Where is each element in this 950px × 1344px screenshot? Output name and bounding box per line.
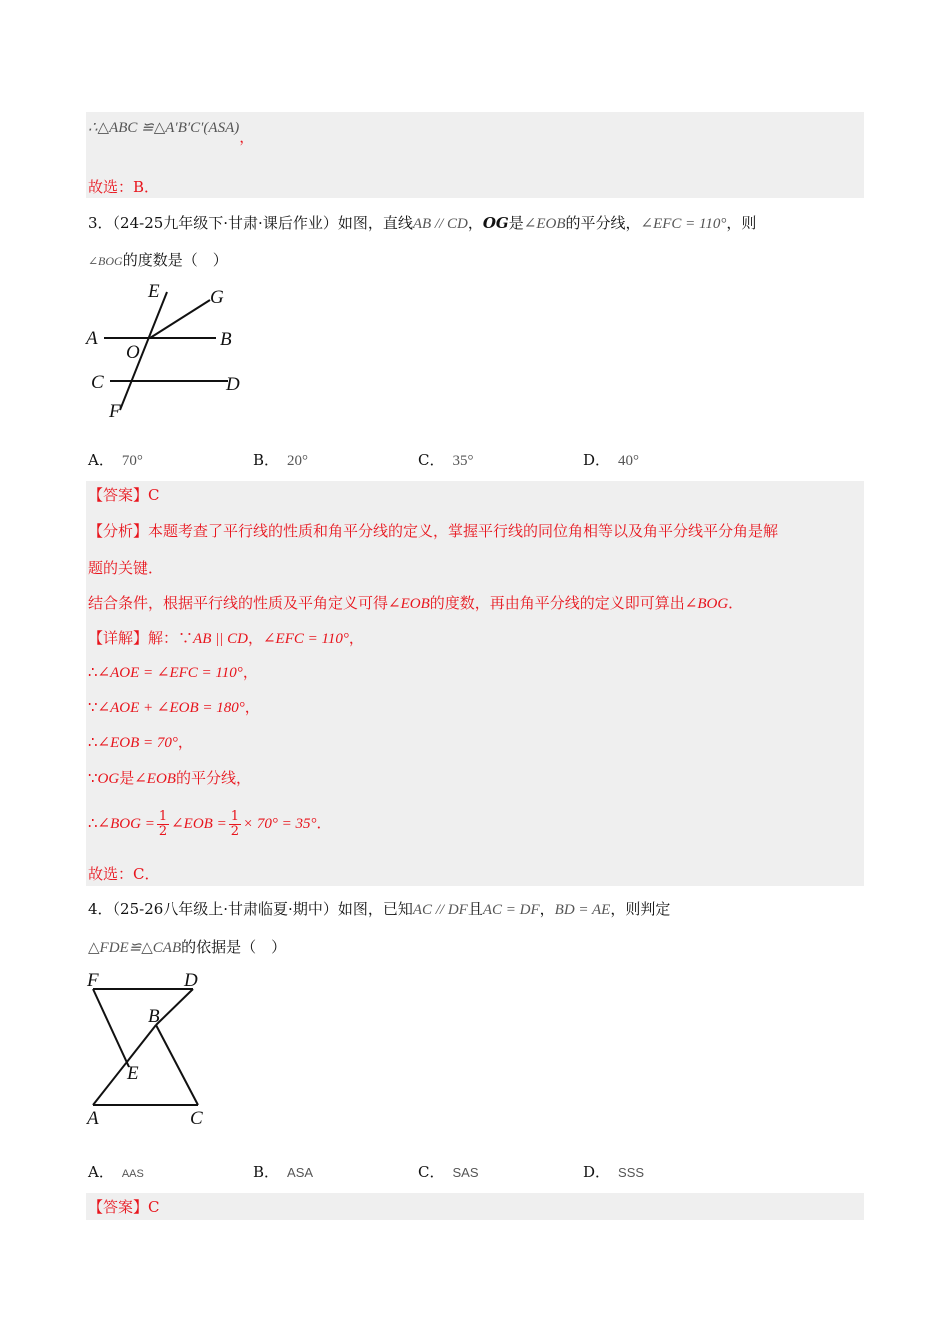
q3-math-ab-cd: AB // CD (412, 216, 468, 232)
prev-conclusion: 故选：B． (88, 178, 160, 196)
q4-stem-line2-text: 的依据是（ ） (181, 938, 287, 956)
q3-analysis-text3b: 的度数，再由角平分线的定义即可算出 (429, 594, 685, 612)
q4-tail: ，则判定 (610, 900, 671, 918)
q4-option-a[interactable] (88, 1161, 144, 1185)
q4-stem-line1 (88, 898, 670, 921)
q3-analysis-tag: 【分析】 (88, 522, 149, 540)
q3-step-4 (88, 767, 251, 790)
q3-label-f: F (109, 401, 121, 420)
q4-option-a-value: AAS (121, 1168, 144, 1180)
q4-answer-tag: 【答案】 (88, 1198, 149, 1216)
q4-label-c: C (190, 1108, 203, 1129)
q3-step-1 (88, 661, 258, 684)
q3-label-b: B (220, 329, 232, 350)
q3-step-1-tail: ， (242, 663, 258, 681)
q3-answer-tag: 【答案】 (88, 486, 149, 504)
q3-label-c: C (91, 372, 104, 393)
q3-answer-line (88, 484, 160, 506)
q3-frac1-den: 2 (158, 823, 168, 839)
q3-option-a-value: 70° (121, 453, 143, 469)
q4-option-b-value: ASA (287, 1165, 314, 1180)
q4-option-b-letter: B． (253, 1163, 280, 1181)
q3-text-bisector: 的平分线， (565, 214, 641, 232)
q4-label-a: A (87, 1108, 99, 1129)
q3-conclusion: 故选：C． (88, 865, 160, 883)
q3-comma: ， (467, 214, 483, 232)
q3-step-3-math: ∠EOB = 70° (97, 735, 178, 751)
q4-option-d[interactable] (583, 1161, 644, 1184)
q3-detail-tag: 【详解】 (88, 629, 149, 647)
q3-step-2-math: ∠AOE + ∠EOB = 180° (97, 700, 245, 716)
q4-figure (80, 965, 220, 1130)
q3-step-2-tail: ， (244, 698, 260, 716)
q4-option-d-letter: D． (583, 1163, 611, 1181)
q3-final-frac1 (157, 810, 169, 839)
q4-option-c-value: SAS (452, 1165, 479, 1180)
q3-step-3-sym: ∴ (88, 733, 98, 751)
q3-step-3-tail: ， (177, 733, 193, 751)
q4-line-ab (93, 1025, 156, 1105)
q3-step-4-shi: 是 (119, 769, 135, 787)
q3-step-4-og: OG (97, 771, 120, 787)
q3-detail-m2: ∠EFC = 110° (262, 631, 349, 647)
q3-step-2 (88, 696, 260, 719)
q4-math-bd-ae: BD = AE (554, 902, 611, 918)
q4-option-a-letter: A． (88, 1163, 114, 1181)
q3-step-4-eob: ∠EOB (134, 771, 176, 787)
q4-label-d: D (184, 970, 198, 991)
q3-option-d-value: 40° (618, 453, 640, 469)
q4-stem-line2 (88, 936, 286, 959)
q3-option-c-value: 35° (452, 453, 474, 469)
q3-detail-line (88, 627, 364, 650)
q4-answer-line (88, 1196, 160, 1218)
q3-og: OG (482, 214, 509, 232)
q3-detail-sep: ， (247, 629, 263, 647)
q3-option-c-letter: C． (418, 451, 445, 469)
q3-step-4-tail: 的平分线， (175, 769, 251, 787)
q3-final-sym: ∴ (88, 814, 98, 832)
q3-step-4-sym: ∵ (88, 769, 98, 787)
prev-formula: ∴△ABC ≌△A′B′C′(ASA) (88, 120, 240, 136)
prev-formula-line (88, 116, 255, 146)
q3-math-eob: ∠EOB (523, 216, 566, 232)
q3-step-final (88, 806, 332, 841)
q3-math-bog: ∠BOG (88, 254, 123, 268)
q3-option-d[interactable] (583, 449, 639, 472)
q3-frac2-den: 2 (230, 823, 239, 839)
q3-step-1-sym: ∴ (88, 663, 98, 681)
q4-option-b[interactable] (253, 1161, 313, 1184)
q4-solution-block (86, 1193, 864, 1220)
q4-stem-prefix: 4．（25-26八年级上·甘肃临夏·期中）如图，已知 (88, 900, 413, 918)
q3-answer: C (148, 486, 160, 504)
q4-math-congr: △FDE≌△CAB (88, 940, 182, 956)
q4-math-ac-df: AC // DF (412, 902, 468, 918)
q4-line-bc (156, 1025, 198, 1105)
q4-label-f: F (87, 970, 99, 991)
q3-label-o: O (126, 342, 140, 363)
q3-analysis-line3 (88, 592, 743, 615)
q3-analysis-text3a: 结合条件，根据平行线的性质及平角定义可得 (88, 594, 389, 612)
q3-frac1-num: 1 (158, 808, 168, 824)
q3-final-c: × 70° = 35° (243, 816, 317, 832)
q3-detail-m1: AB || CD (193, 631, 248, 647)
q4-option-c-letter: C． (418, 1163, 445, 1181)
q3-stem-line2-text: 的度数是（ ） (122, 251, 228, 269)
q3-option-b[interactable] (253, 449, 308, 472)
q3-stem-line2 (88, 249, 228, 272)
q4-qie: 且 (467, 900, 483, 918)
q3-figure (80, 278, 260, 420)
q3-label-a: A (86, 328, 98, 349)
q3-frac2-num: 1 (230, 808, 239, 824)
q3-label-e: E (148, 281, 160, 302)
q4-option-c[interactable] (418, 1161, 479, 1184)
q3-text-ze: ，则 (726, 214, 757, 232)
q3-analysis-line1 (88, 520, 778, 542)
q3-label-g: G (210, 287, 224, 308)
q3-stem-line1 (88, 212, 756, 235)
q3-step-3 (88, 731, 193, 754)
q3-analysis-line2: 题的关键． (88, 559, 164, 577)
q3-final-dot: ． (316, 814, 332, 832)
q3-ray-og (150, 300, 210, 338)
q3-analysis-math-bog: ∠BOG (684, 596, 729, 612)
q4-line-db (156, 989, 193, 1025)
q3-final-frac2 (229, 810, 241, 839)
q3-analysis-dot: ． (728, 594, 744, 612)
q4-math-ac-eq-df: AC = DF (482, 902, 540, 918)
q4-label-b: B (148, 1006, 160, 1027)
q3-option-b-value: 20° (287, 453, 309, 469)
q3-detail-intro: 解：∵ (148, 629, 194, 647)
q3-step-1-math: ∠AOE = ∠EFC = 110° (97, 665, 243, 681)
q3-label-d: D (226, 374, 240, 395)
prev-comma: ， (239, 128, 255, 146)
q3-final-b: ∠EOB = (171, 816, 227, 832)
q4-line-fe (93, 989, 129, 1067)
q4-answer: C (148, 1198, 160, 1216)
q3-step-2-sym: ∵ (88, 698, 98, 716)
q3-option-c[interactable] (418, 449, 473, 472)
q3-shi: 是 (508, 214, 524, 232)
q4-option-d-value: SSS (618, 1165, 645, 1180)
q3-detail-end: ， (348, 629, 364, 647)
q4-comma: ， (539, 900, 555, 918)
q3-option-d-letter: D． (583, 451, 611, 469)
q3-option-a-letter: A． (88, 451, 114, 469)
q3-math-efc: ∠EFC = 110° (640, 216, 727, 232)
q3-final-a: ∠BOG = (97, 816, 155, 832)
q3-option-b-letter: B． (253, 451, 280, 469)
q3-stem-prefix: 3．（24-25九年级下·甘肃·课后作业）如图，直线 (88, 214, 413, 232)
q3-analysis-text1: 本题考查了平行线的性质和角平分线的定义，掌握平行线的同位角相等以及角平分线平分角是解 (148, 522, 779, 540)
q4-label-e: E (127, 1063, 139, 1084)
q3-analysis-math-eob: ∠EOB (388, 596, 430, 612)
q3-option-a[interactable] (88, 449, 143, 472)
